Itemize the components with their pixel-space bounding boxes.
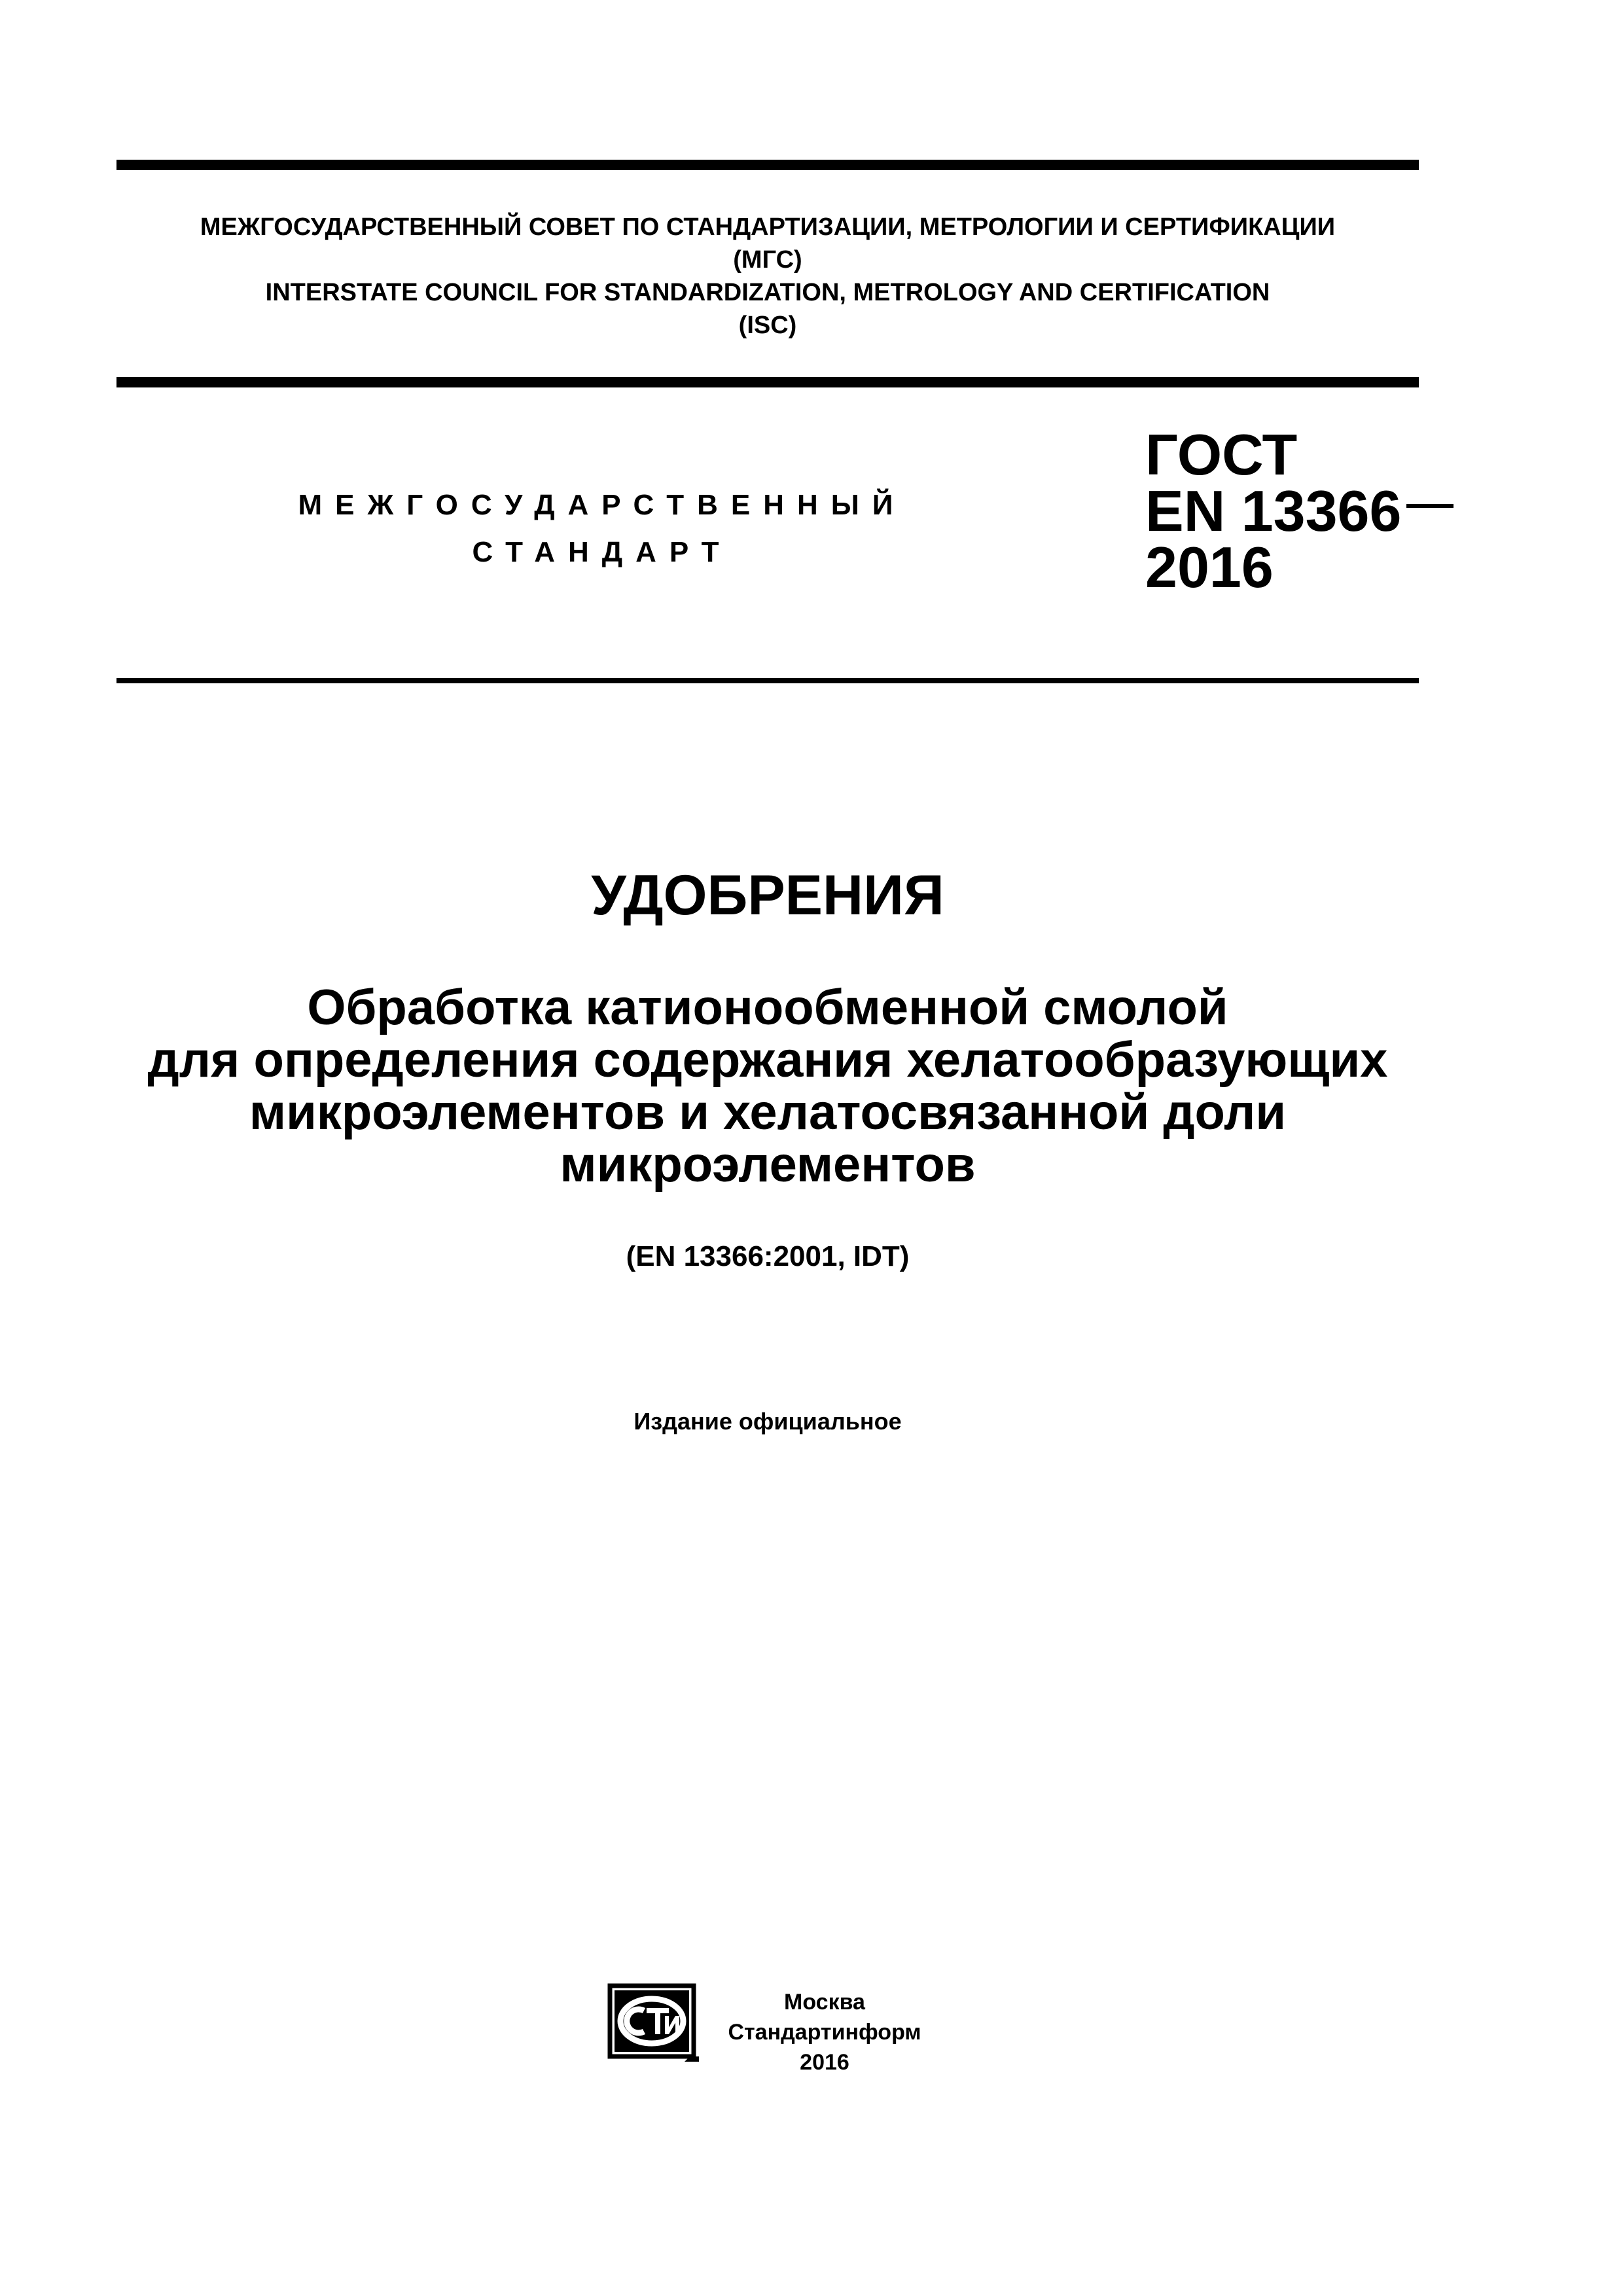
imprint-publisher: Стандартинформ <box>728 2020 921 2045</box>
subtitle-line: микроэлементов <box>560 1137 976 1193</box>
council-name-ru: МЕЖГОСУДАРСТВЕННЫЙ СОВЕТ ПО СТАНДАРТИЗАЦИИ, МЕТРОЛОГИИ И СЕРТИФИКАЦИИ <box>200 213 1336 241</box>
designation-year: 2016 <box>1145 535 1274 600</box>
document-title: УДОБРЕНИЯ <box>591 864 944 927</box>
standard-designation <box>1145 422 1454 600</box>
council-abbr-ru: (МГС) <box>733 246 802 274</box>
standard-kind-line2: СТАНДАРТ <box>472 536 732 568</box>
lower-rule <box>116 678 1419 683</box>
designation-number: EN 13366 <box>1145 478 1402 543</box>
subtitle-line: Обработка катионообменной смолой <box>307 980 1228 1035</box>
document-subtitle <box>116 982 1419 1191</box>
designation-number-row <box>1145 478 1454 543</box>
middle-rule <box>116 377 1419 387</box>
subtitle-line: для определения содержания хелатообразующих <box>147 1032 1388 1088</box>
council-abbr-en: (ISC) <box>738 312 797 339</box>
designation-prefix: ГОСТ <box>1145 422 1298 487</box>
standartinform-logo <box>607 1983 702 2063</box>
edition-note: Издание официальное <box>633 1408 902 1435</box>
imprint-city: Москва <box>784 1990 865 2015</box>
imprint <box>726 1987 923 2077</box>
council-header <box>116 211 1419 342</box>
subtitle-line: микроэлементов и хелатосвязанной доли <box>249 1085 1287 1140</box>
identity-note: (EN 13366:2001, IDT) <box>626 1240 910 1272</box>
designation-dash <box>1406 504 1454 508</box>
standard-kind <box>275 482 929 576</box>
top-rule <box>116 160 1419 170</box>
imprint-year: 2016 <box>800 2050 849 2075</box>
council-name-en: INTERSTATE COUNCIL FOR STANDARDIZATION, METROLOGY AND CERTIFICATION <box>265 279 1270 306</box>
standard-kind-line1: МЕЖГОСУДАРСТВЕННЫЙ <box>298 489 906 521</box>
